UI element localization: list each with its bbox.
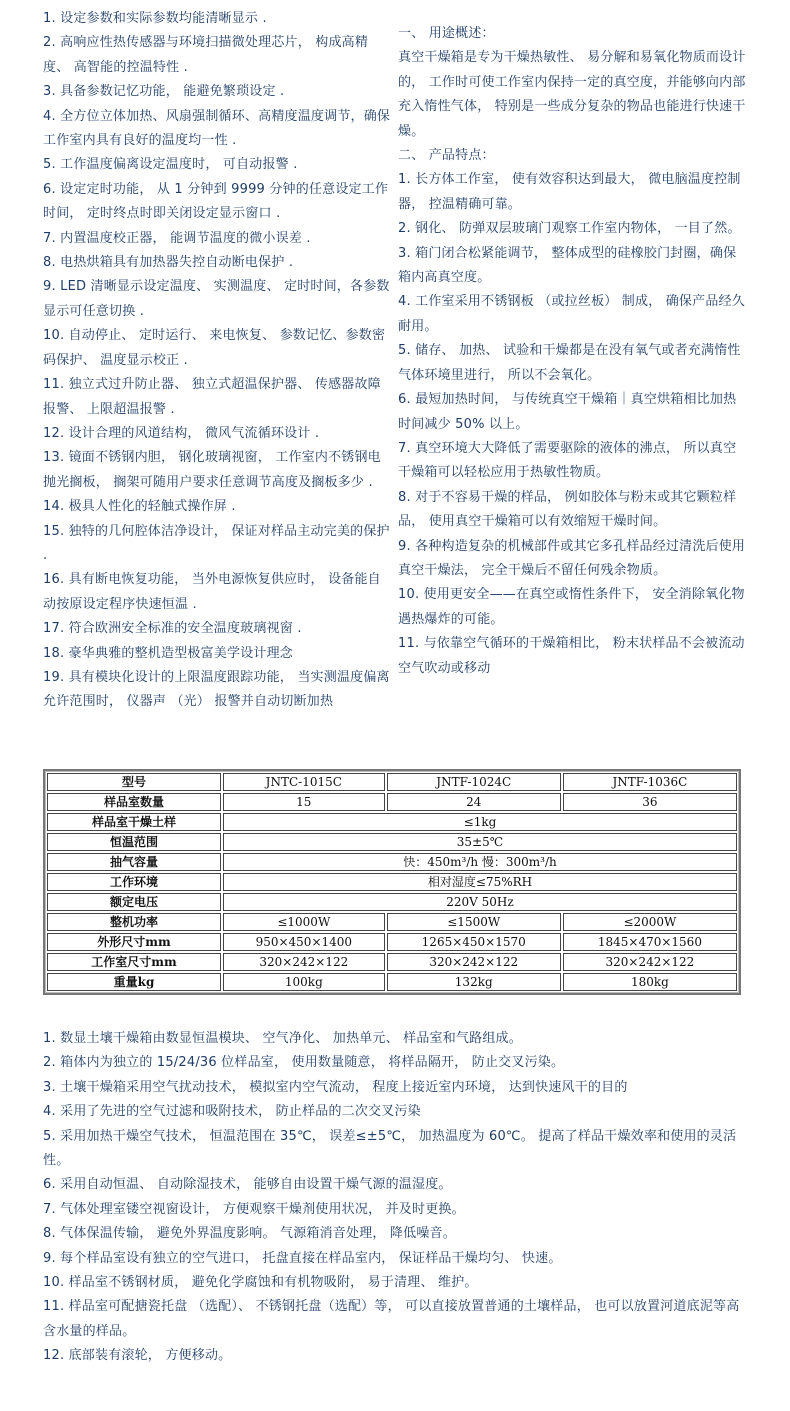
list-item: 16. 具有断电恢复功能， 当外电源恢复供应时， 设备能自动按原设定程序快速恒温 . — [43, 572, 381, 612]
list-item: 6. 最短加热时间， 与传统真空干燥箱｜真空烘箱相比加热时间减少 50% 以上。 — [398, 392, 737, 432]
list-item: 4. 采用了先进的空气过滤和吸附技术， 防止样品的二次交叉污染 — [43, 1104, 421, 1120]
list-item: 10. 自动停止、 定时运行、 来电恢复、 参数记忆、参数密码保护、 温度显示校正 . — [43, 328, 386, 368]
list-item: 3. 箱门闭合松紧能调节， 整体成型的硅橡胶门封圈，确保箱内高真空度。 — [398, 245, 737, 286]
table-cell: 恒温范围 — [47, 833, 221, 851]
list-item: 12. 设计合理的风道结构， 微风气流循环设计 . — [43, 425, 320, 441]
list-item: 6. 设定定时功能， 从 1 分钟到 9999 分钟的任意设定工作时间， 定时终点时即关闭设定显示窗口 . — [43, 181, 389, 222]
table-cell: 外形尺寸mm — [47, 933, 221, 951]
list-item: 5. 采用加热干燥空气技术， 恒温范围在 35℃， 误差≤±5℃， 加热温度为 60℃。 提高了样品干燥效率和使用的灵活性。 — [43, 1128, 737, 1169]
table-cell: 180kg — [563, 973, 737, 991]
table-row — [47, 793, 737, 811]
list-item: 15. 独特的几何腔体洁净设计， 保证对样品主动完美的保护 . — [43, 523, 390, 563]
table-cell: 相对湿度≤75%RH — [223, 873, 737, 891]
table-cell: 220V 50Hz — [223, 893, 737, 911]
table-cell: 重量kg — [47, 973, 221, 991]
table-row — [47, 853, 737, 871]
table-cell: 1265×450×1570 — [387, 933, 561, 951]
list-item: 7. 内置温度校正器， 能调节温度的微小误差 . — [43, 230, 311, 246]
list-item: 18. 豪华典雅的整机造型极富美学设计理念 — [43, 645, 294, 661]
list-item: 4. 全方位立体加热、风扇强制循环、高精度温度调节，确保工作室内具有良好的温度均一性 . — [43, 108, 391, 149]
overview-heading: 一、 用途概述： — [398, 26, 495, 41]
table-cell: 型号 — [47, 773, 221, 791]
list-item: 14. 极具人性化的轻触式操作屏 . — [43, 499, 236, 515]
table-cell: JNTF-1024C — [387, 773, 561, 791]
table-cell: 抽气容量 — [47, 853, 221, 871]
overview-text: 真空干燥箱是专为干燥热敏性、 易分解和易氧化物质而设计的， 工作时可使工作室内保持一定的真空度，并能够向内部充入惰性气体， 特别是一些成分复杂的物品也能进行快速干燥。 — [398, 50, 746, 139]
table-cell: 320×242×122 — [563, 953, 737, 971]
spec-table — [43, 769, 741, 995]
table-cell: 36 — [563, 793, 737, 811]
table-row — [47, 873, 737, 891]
list-item: 8. 电热烘箱具有加热器失控自动断电保护 . — [43, 255, 294, 271]
table-cell: 132kg — [387, 973, 561, 991]
list-item: 9. 每个样品室设有独立的空气进口， 托盘直接在样品室内， 保证样品干燥均匀、 快速。 — [43, 1250, 562, 1266]
list-item: 7. 气体处理室镂空视窗设计， 方便观察干燥剂使用状况， 并及时更换。 — [43, 1201, 465, 1217]
list-item: 1. 长方体工作室， 使有效容积达到最大， 微电脑温度控制器， 控温精确可靠。 — [398, 172, 741, 212]
table-cell: 样品室数量 — [47, 793, 221, 811]
list-item: 3. 具备参数记忆功能， 能避免繁琐设定 . — [43, 84, 285, 100]
list-item: 2. 高响应性热传感器与环境扫描微处理芯片， 构成高精度、 高智能的控温特性 . — [43, 35, 369, 75]
table-cell: 快：450m³/h 慢：300m³/h — [223, 853, 737, 871]
list-item: 9. 各种构造复杂的机械部件或其它多孔样品经过清洗后使用真空干燥法， 完全干燥后不留任何残余物质。 — [398, 538, 746, 578]
list-item: 10. 使用更安全——在真空或惰性条件下， 安全消除氧化物遇热爆炸的可能。 — [398, 587, 745, 627]
list-item: 11. 样品室可配搪瓷托盘 （选配）、 不锈钢托盘（选配）等， 可以直接放置普通的土壤样品， 也可以放置河道底泥等高含水量的样品。 — [43, 1299, 740, 1339]
table-cell: 整机功率 — [47, 913, 221, 931]
list-item: 9. LED 清晰显示设定温度、 实测温度、 定时时间，各参数显示可任意切换 . — [43, 279, 390, 319]
list-item: 17. 符合欧洲安全标准的安全温度玻璃视窗 . — [43, 621, 302, 637]
features-heading: 二、 产品特点： — [398, 148, 495, 164]
table-header-row — [47, 773, 737, 791]
table-cell: 24 — [387, 793, 561, 811]
table-cell: 100kg — [223, 973, 385, 991]
table-row — [47, 953, 737, 971]
right-description — [398, 22, 748, 681]
table-cell: ≤1kg — [223, 813, 737, 831]
list-item: 5. 工作温度偏离设定温度时， 可自动报警 . — [43, 157, 298, 173]
table-cell: 1845×470×1560 — [563, 933, 737, 951]
bottom-feature-list — [43, 1027, 743, 1369]
list-item: 6. 采用自动恒温、 自动除湿技术， 能够自由设置干燥气源的温湿度。 — [43, 1177, 452, 1193]
table-cell: 15 — [223, 793, 385, 811]
list-item: 4. 工作室采用不锈钢板 （或拉丝板） 制成， 确保产品经久耐用。 — [398, 294, 745, 334]
list-item: 8. 气体保温传输， 避免外界温度影响。 气源箱消音处理， 降低噪音。 — [43, 1226, 456, 1242]
list-item: 7. 真空环境大大降低了需要驱除的液体的沸点， 所以真空干燥箱可以轻松应用于热敏性物质。 — [398, 440, 737, 481]
table-cell: 工作室尺寸mm — [47, 953, 221, 971]
table-row — [47, 973, 737, 991]
table-row — [47, 913, 737, 931]
table-cell: 35±5℃ — [223, 833, 737, 851]
list-item: 1. 数显土壤干燥箱由数显恒温模块、 空气净化、 加热单元、 样品室和气路组成。 — [43, 1031, 522, 1046]
table-cell: 320×242×122 — [387, 953, 561, 971]
table-cell: ≤2000W — [563, 913, 737, 931]
list-item: 11. 独立式过升防止器、 独立式超温保护器、 传感器故障报警、 上限超温报警 . — [43, 377, 381, 417]
list-item: 12. 底部装有滚轮， 方便移动。 — [43, 1348, 232, 1364]
list-item: 2. 箱体内为独立的 15/24/36 位样品室， 使用数量随意， 将样品隔开， 防止交叉污染。 — [43, 1055, 565, 1071]
table-cell: 额定电压 — [47, 893, 221, 911]
table-cell: 工作环境 — [47, 873, 221, 891]
table-cell: ≤1000W — [223, 913, 385, 931]
list-item: 11. 与依靠空气循环的干燥箱相比， 粉末状样品不会被流动空气吹动或移动 — [398, 636, 745, 676]
table-row — [47, 833, 737, 851]
table-cell: ≤1500W — [387, 913, 561, 931]
table-cell: 950×450×1400 — [223, 933, 385, 951]
list-item: 1. 设定参数和实际参数均能清晰显示 . — [43, 11, 267, 26]
left-feature-list — [43, 7, 391, 715]
table-cell: JNTC-1015C — [223, 773, 385, 791]
list-item: 5. 储存、 加热、 试验和干燥都是在没有氧气或者充满惰性气体环境里进行， 所以不会氧化。 — [398, 343, 741, 383]
table-row — [47, 893, 737, 911]
table-row — [47, 813, 737, 831]
list-item: 19. 具有模块化设计的上限温度跟踪功能， 当实测温度偏离允许范围时， 仪器声 （光） 报警并自动切断加热 — [43, 669, 390, 710]
table-cell: 样品室干燥土样 — [47, 813, 221, 831]
list-item: 3. 土壤干燥箱采用空气扰动技术， 模拟室内空气流动， 程度上接近室内环境， 达到快速风干的目的 — [43, 1079, 628, 1095]
table-cell: JNTF-1036C — [563, 773, 737, 791]
table-row — [47, 933, 737, 951]
list-item: 8. 对于不容易干燥的样品， 例如胶体与粉末或其它颗粒样品， 使用真空干燥箱可以有效缩短干燥时间。 — [398, 489, 737, 530]
table-cell: 320×242×122 — [223, 953, 385, 971]
list-item: 10. 样品室不锈钢材质， 避免化学腐蚀和有机物吸附， 易于清理、 维护。 — [43, 1275, 478, 1291]
list-item: 13. 镜面不锈钢内胆， 钢化玻璃视窗， 工作室内不锈钢电抛光搁板， 搁架可随用户要求任意调节高度及搁板多少 . — [43, 450, 381, 490]
list-item: 2. 钢化、 防弹双层玻璃门观察工作室内物体， 一目了然。 — [398, 221, 741, 237]
